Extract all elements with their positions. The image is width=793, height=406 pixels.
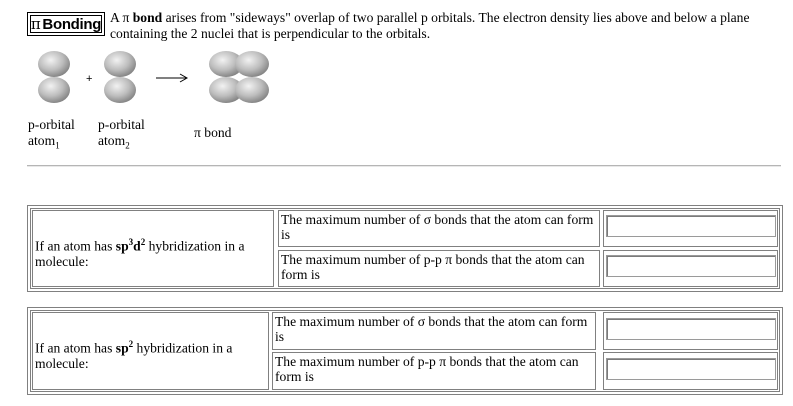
question-block-1 — [27, 205, 783, 292]
label-pi-bond: π bond — [194, 125, 232, 140]
label2-line1: p-orbital — [98, 117, 145, 132]
badge-label: Bonding — [42, 16, 102, 33]
section-badge — [27, 12, 105, 36]
question-1-sigma-answer-cell — [603, 210, 778, 247]
question-2-prompt: If an atom has $sp^2$ hybridization in a molecule: — [32, 312, 269, 390]
label-p-orbital-atom1 — [28, 117, 75, 154]
divider-shadow — [27, 166, 781, 167]
arrow-right-icon — [156, 74, 187, 82]
question-1-prompt: If an atom has $sp^3d^2$ hybridization in a molecule: — [32, 210, 274, 287]
label-p-orbital-atom2 — [98, 117, 145, 154]
intro-rest: arises from "sideways" overlap of two parallel p orbitals. The electron density lies above and below a plane containing the 2 nuclei that is perpendicular to the orbitals. — [110, 10, 750, 41]
label1-line1: p-orbital — [28, 117, 75, 132]
question-1-pi-answer-cell — [603, 250, 778, 287]
question-1-pi-input[interactable] — [606, 255, 776, 277]
question-1-sigma-input[interactable] — [606, 215, 776, 237]
badge-pi-symbol: π — [30, 15, 41, 33]
label2-line2: atom$_2$ — [98, 133, 130, 151]
question-block-2 — [27, 307, 783, 395]
intro-pi: π — [122, 10, 130, 25]
intro-a: A — [110, 10, 123, 25]
intro-bold: bond — [129, 10, 163, 25]
question-2-sigma-input[interactable] — [606, 318, 776, 340]
question-1-sigma-text: The maximum number of σ bonds that the atom can form is — [278, 210, 600, 247]
question-2-sigma-text: The maximum number of σ bonds that the atom can form is — [272, 312, 596, 350]
question-1-pi-text: The maximum number of p-p π bonds that the atom can form is — [278, 250, 600, 287]
question-2-sigma-answer-cell — [603, 312, 778, 350]
orbital-diagram — [20, 48, 320, 110]
question-2-pi-answer-cell — [603, 352, 778, 390]
plus-sign: + — [86, 73, 93, 85]
label1-line2: atom$_1$ — [28, 133, 60, 151]
question-2-pi-text: The maximum number of p-p π bonds that the atom can form is — [272, 352, 596, 390]
intro-text — [110, 10, 790, 42]
p-orbital-1-icon — [38, 51, 70, 103]
pi-bond-icon — [209, 51, 269, 103]
p-orbital-2-icon — [104, 51, 136, 103]
question-2-pi-input[interactable] — [606, 358, 776, 380]
